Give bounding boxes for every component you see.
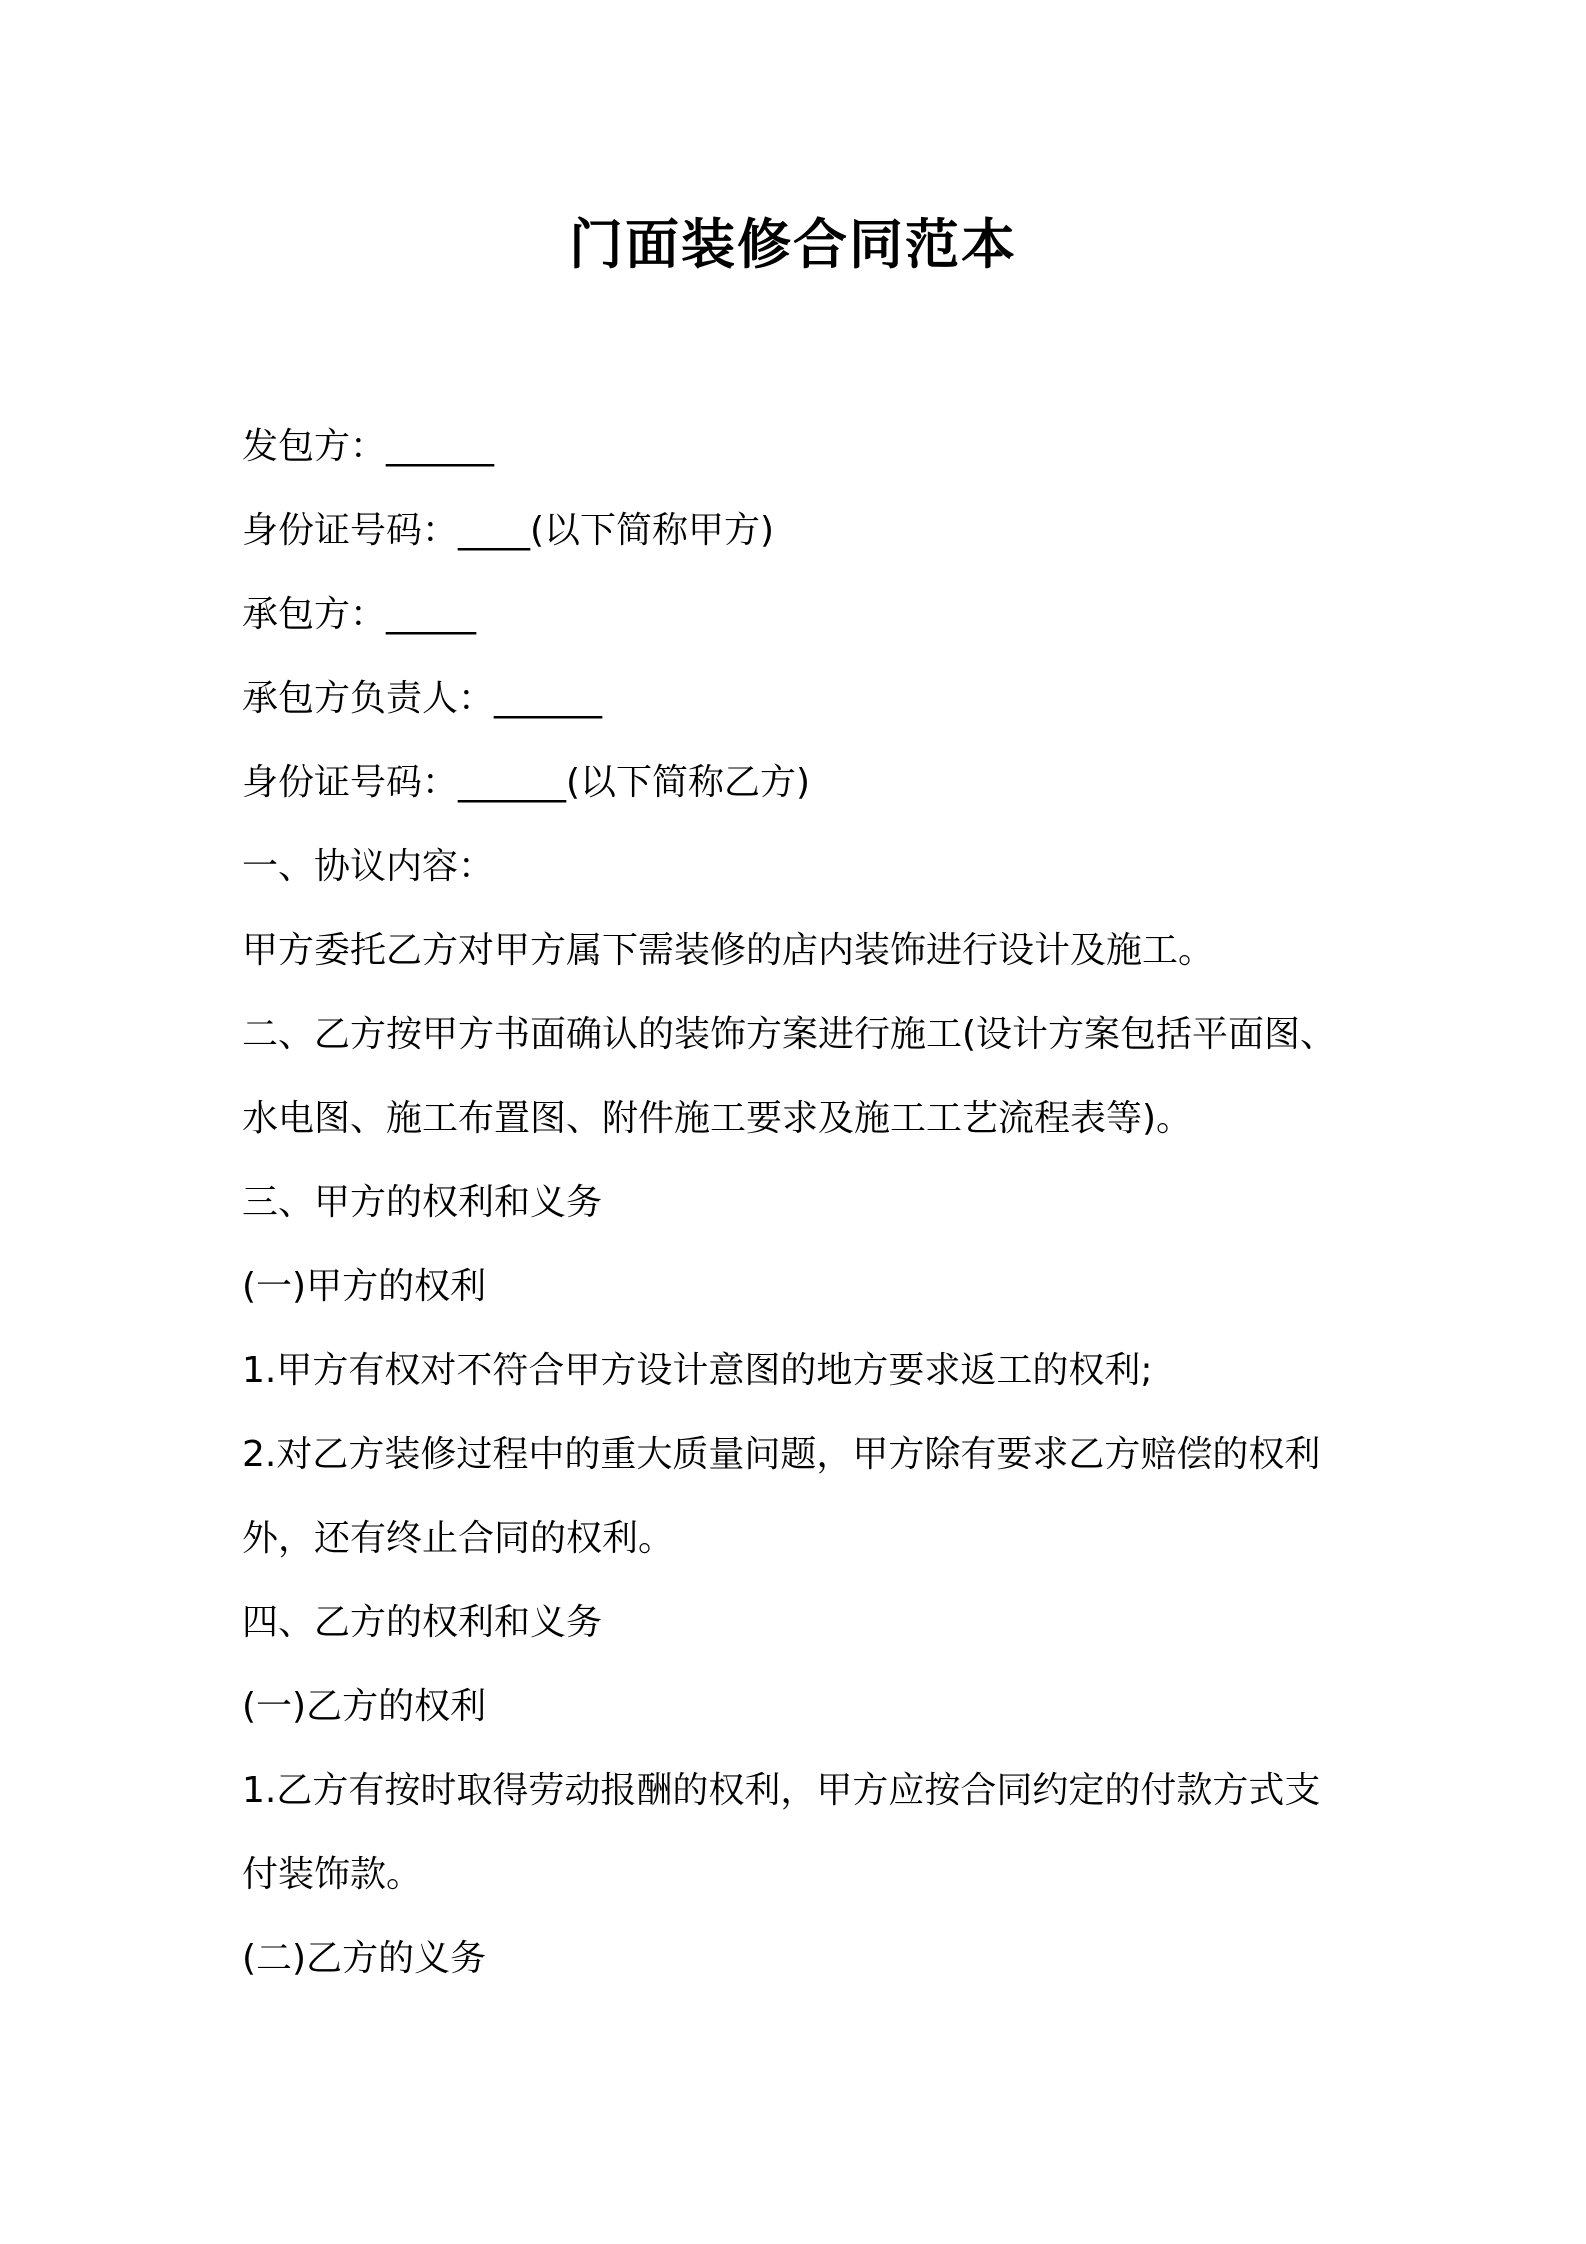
section-1-heading: 一、协议内容： (242, 846, 495, 887)
document-body (242, 405, 1372, 2001)
party-b-line: 承包方：_____ (242, 594, 477, 635)
paragraph-line: 甲方委托乙方对甲方属下需装修的店内装饰进行设计及施工。 (242, 930, 1215, 971)
subsection-heading: (一)甲方的权利 (242, 1266, 487, 1307)
paragraph-line: 1.乙方有按时取得劳动报酬的权利，甲方应按合同约定的付款方式支 (242, 1770, 1321, 1811)
subsection-heading: (二)乙方的义务 (242, 1938, 487, 1979)
paragraph-line: 付装饰款。 (242, 1854, 423, 1895)
subsection-heading: (一)乙方的权利 (242, 1686, 487, 1727)
paragraph-line: 1.甲方有权对不符合甲方设计意图的地方要求返工的权利; (242, 1350, 1153, 1391)
paragraph-line: 水电图、施工布置图、附件施工要求及施工工艺流程表等)。 (242, 1098, 1193, 1139)
document-title: 门面装修合同范本 (569, 213, 1017, 276)
party-a-line: 发包方：______ (242, 426, 495, 467)
section-3-heading: 三、甲方的权利和义务 (242, 1182, 603, 1223)
paragraph-line: 外，还有终止合同的权利。 (242, 1518, 675, 1559)
party-a-id-line: 身份证号码：____(以下简称甲方) (242, 510, 775, 551)
party-b-id-line: 身份证号码：______(以下简称乙方) (242, 762, 811, 803)
paragraph-line: 2.对乙方装修过程中的重大质量问题，甲方除有要求乙方赔偿的权利 (242, 1434, 1321, 1475)
section-2-line: 二、乙方按甲方书面确认的装饰方案进行施工(设计方案包括平面图、 (242, 1014, 1337, 1055)
party-b-manager-line: 承包方负责人：______ (242, 678, 603, 719)
section-4-heading: 四、乙方的权利和义务 (242, 1602, 603, 1643)
